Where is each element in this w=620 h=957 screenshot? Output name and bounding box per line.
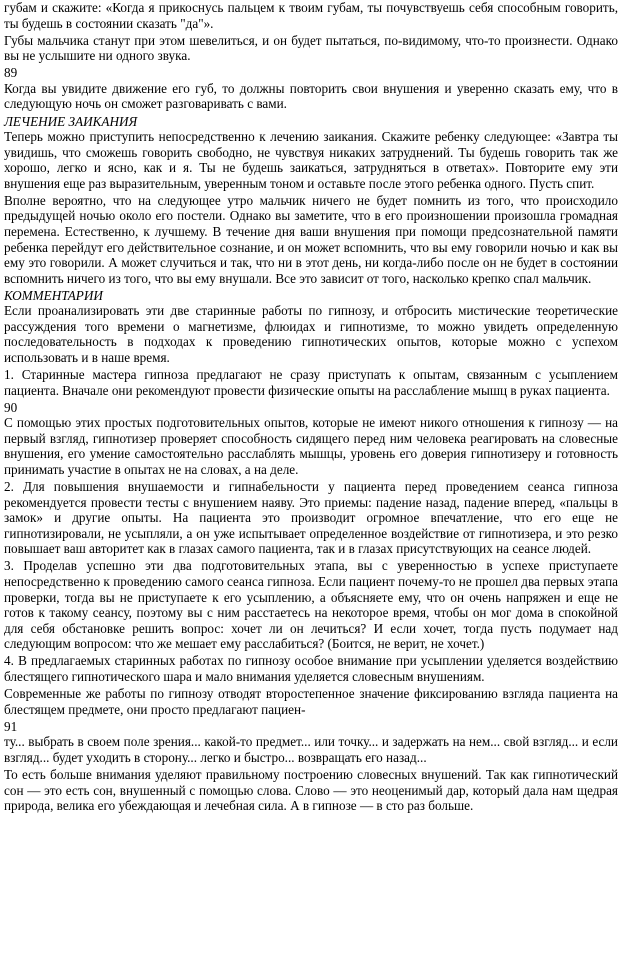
page-number: 90 (4, 399, 18, 415)
paragraph: Вполне вероятно, что на следующее утро мальчик ничего не будет помнить из того, что происходило предыдущей ночью около его постели. Однако вы заметите, что в его произношении произошла громадная перемена. Естественно, к лучшему. В течение дня ваши внушения при помощи предсознательной памяти ребенка перейдут его действительное сознание, и он может вспомнить, что вы ему говорили ночью и как вы ему это говорили. А может случиться и так, что ни в этот день, ни когда-либо после он не будет в состоянии вспомнить ничего из того, что вы ему внушали. Все это зависит от того, насколько крепко спал мальчик. (4, 192, 618, 286)
paragraph: Если проанализировать эти две старинные работы по гипнозу, и отбросить мистические теоретические рассуждения того времени о магнетизме, флюидах и гипнотизме, то можно увидеть определенную последовательность в подходах к проведению гипнотических опытов, которые можно с успехом использовать и в наше время. (4, 303, 618, 365)
paragraph: Теперь можно приступить непосредственно к лечению заикания. Скажите ребенку следующее: «Завтра ты увидишь, что сможешь говорить свободно, не чувствуя никаких затруднений. Ты будешь говорить так же хорошо, легко и ясно, как и я. Ты не будешь заикаться, затрудняться в ответах». Повторите ему эти внушения еще раз выразительным, уверенным тоном и оставьте после этого ребенка одного. Пусть спит. (4, 129, 618, 191)
section-heading: КОММЕНТАРИИ (4, 287, 103, 303)
page-number: 89 (4, 65, 18, 81)
paragraph: 2. Для повышения внушаемости и гипнабельности у пациента перед проведением сеанса гипноза рекомендуется провести тесты с внушением наяву. Это приемы: падение назад, падение вперед, «пальцы в замок» и другие опыты. На пациента это производит огромное впечатление, что его еще не гипнотизировали, не усыпляли, а он уже испытывает определенное воздействие от гипнотизера, и это резко повышает ваш авторитет как в глазах самого пациента, так и в глазах присутствующих на сеансе людей. (4, 479, 618, 557)
paragraph: То есть больше внимания уделяют правильному построению словесных внушений. Так как гипнотический сон — это есть сон, внушенный с помощью слова. Слово — это неоценимый дар, который дала нам щедрая природа, велика его убеждающая и лечебная сила. А в гипнозе — в сто раз больше. (4, 766, 618, 814)
paragraph: С помощью этих простых подготовительных опытов, которые не имеют никого отношения к гипнозу — на первый взгляд, гипнотизер проверяет способность сидящего перед ним человека реагировать на словесные внушения, его умение самостоятельно расслаблять мышцы, уровень его доверия гипнотизеру и готовность принимать участие в опытах не на словах, а на деле. (4, 415, 618, 478)
page-number: 91 (4, 718, 18, 734)
paragraph: Когда вы увидите движение его губ, то должны повторить свои внушения и уверенно сказать ему, что в следующую ночь он сможет разговаривать с вами. (4, 80, 618, 112)
section-heading: ЛЕЧЕНИЕ ЗАИКАНИЯ (4, 113, 138, 129)
paragraph: ту... выбрать в своем поле зрения... какой-то предмет... или точку... и задержать на нем... свой взгляд... и если взгляд... будет уходить в сторону... легко и быстро... возвращать его назад... (4, 734, 618, 765)
paragraph: 4. В предлагаемых старинных работах по гипнозу особое внимание при усыплении уделяется воздействию блестящего гипнотического шара и мало внимания уделяется словесным внушениям. (4, 653, 618, 684)
paragraph: 1. Старинные мастера гипноза предлагают не сразу приступать к опытам, связанным с усыплением пациента. Вначале они рекомендуют провести физические опыты на расслабление мышц в руках пациента. (4, 367, 618, 398)
paragraph: Современные же работы по гипнозу отводят второстепенное значение фиксированию взгляда пациента на блестящем предмете, они просто предлагают пациен- (4, 686, 618, 717)
paragraph: губам и скажите: «Когда я прикоснусь пальцем к твоим губам, ты почувствуешь себя способным говорить, ты будешь в состоянии сказать "да"». (4, 0, 618, 31)
paragraph: Губы мальчика станут при этом шевелиться, и он будет пытаться, по-видимому, что-то произнести. Однако вы не услышите ни одного звука. (4, 32, 618, 64)
paragraph: 3. Проделав успешно эти два подготовительных этапа, вы с уверенностью в успехе приступаете непосредственно к проведению самого сеанса гипноза. Если пациент почему-то не прошел два первых этапа проверки, тогда вы не приступаете к его усыплению, а объясняете ему, что он очень напряжен и еще не готов к такому сеансу, поэтому вы с ним расстаетесь на некоторое время, чтобы он мог дома в спокойной для себя обстановке решить вопрос: хочет ли он лечиться? И если хочет, тогда пусть подумает над следующим вопросом: что же мешает ему расслабиться? (Боится, не верит, не хочет.) (4, 558, 618, 652)
